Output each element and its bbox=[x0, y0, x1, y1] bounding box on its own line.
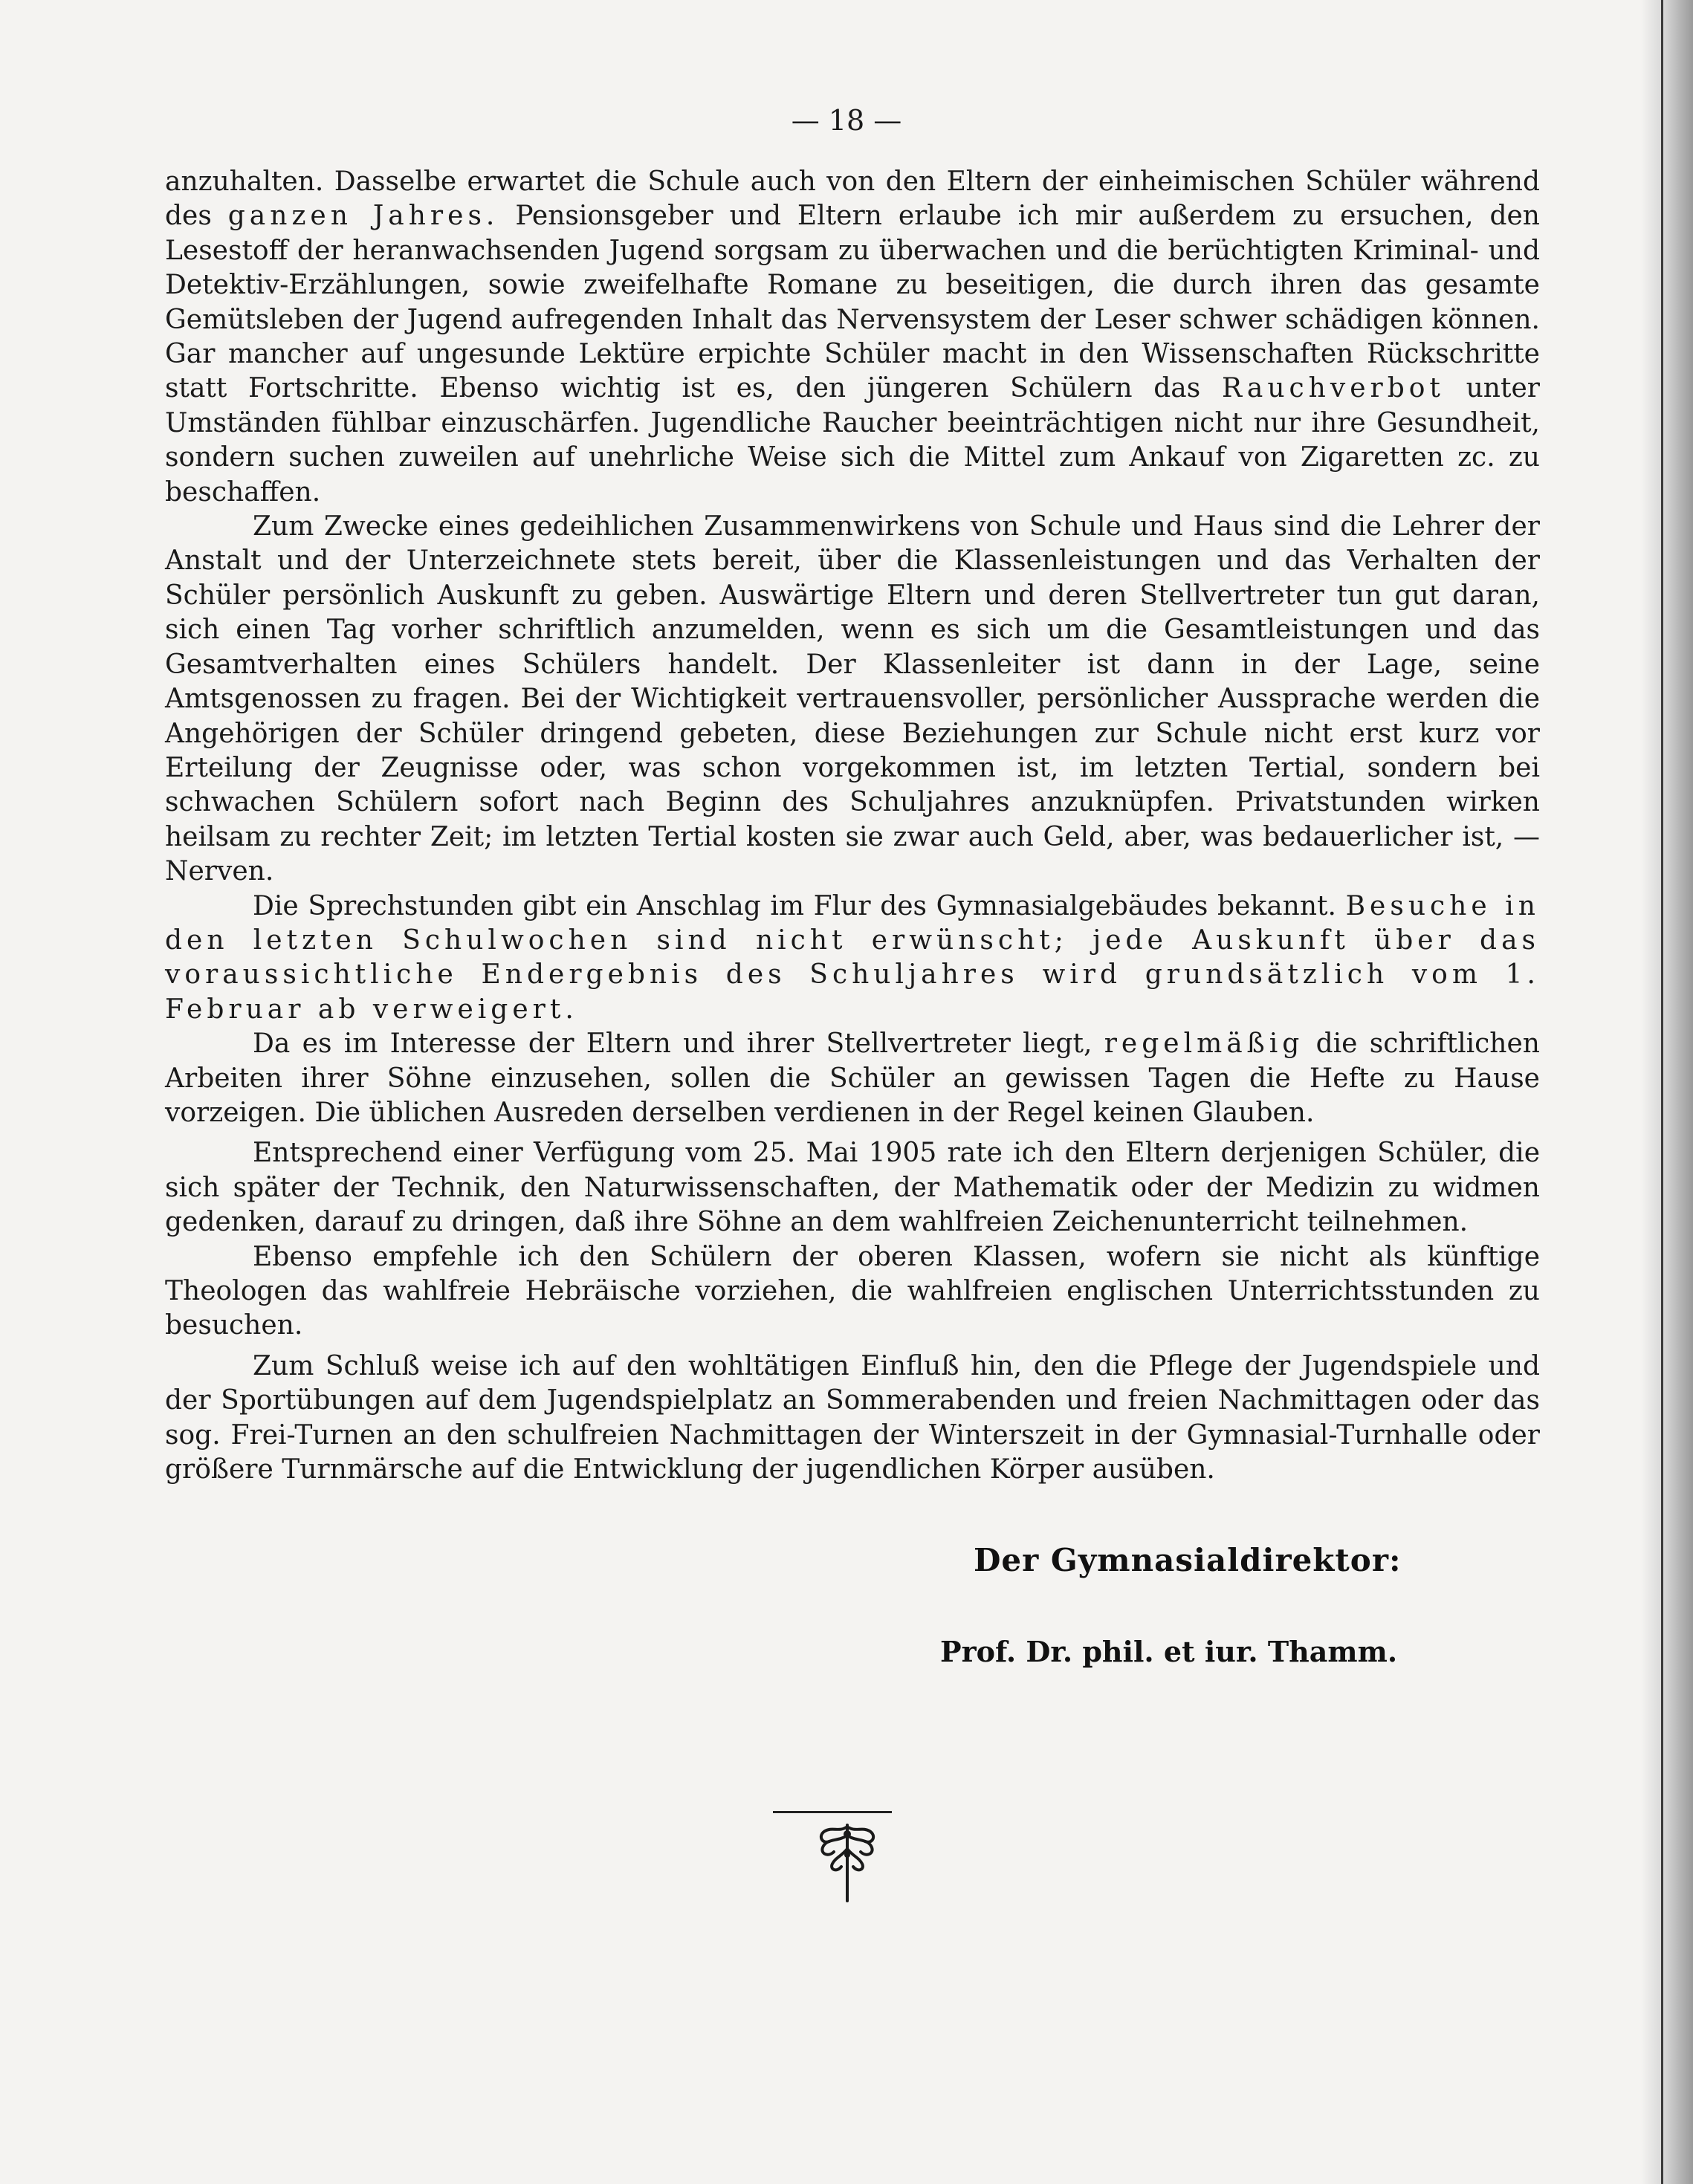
emphasis-besuche: Besuche in den letzten Schulwochen sind nicht erwünscht; jede Auskunft über das voraussichtliche Endergebnis des Schuljahres wird grundsätzlich vom 1. Februar ab verweigert. bbox=[165, 890, 1540, 1025]
paragraph-1-text: anzuhalten. Dasselbe erwartet die Schule auch von den Eltern der einheimischen Schüler während des bbox=[165, 166, 1540, 232]
paragraph-1-continued: Pensionsgeber und Eltern erlaube ich mir außerdem zu ersuchen, den Lesestoff der heranwachsenden Jugend sorgsam zu überwachen und die berüchtigten Kriminal- und Detektiv-Erzählungen, sowie zweifelhafte Romane zu beseitigen, die durch ihren das gesamte Gemütsleben der Jugend aufregenden Inhalt das Nervensystem der Leser schwer schädigen können. Gar mancher auf ungesunde Lektüre erpichte Schüler macht in den Wissenschaften Rückschritte statt Fortschritte. Ebenso wichtig ist es, den jüngeren Schülern das bbox=[165, 201, 1540, 404]
fleuron-ornament-icon bbox=[803, 1819, 892, 1908]
closing-rule bbox=[773, 1811, 892, 1813]
paragraph-4-end: die schriftlichen Arbeiten ihrer Söhne einzusehen, sollen die Schüler an gewissen Tagen die Hefte zu Hause vorzeigen. Die üblichen Ausreden derselben verdienen in der Regel keinen Glauben. bbox=[165, 1028, 1540, 1128]
paragraph-7: Zum Schluß weise ich auf den wohltätigen Einfluß hin, den die Pflege der Jugendspiele und der Sportübungen auf dem Jugendspielplatz an Sommerabenden und freien Nachmittagen oder das sog. Frei-Turnen an den schulfreien Nachmittagen der Winterszeit in der Gymnasial-Turnhalle oder größere Turnmärsche auf die Entwicklung der jugendlichen Körper ausüben. bbox=[165, 1350, 1540, 1485]
emphasis-rauchverbot: Rauchverbot bbox=[1221, 373, 1445, 404]
signature-title: Der Gymnasialdirektor: bbox=[974, 1542, 1402, 1578]
paragraph-3 bbox=[165, 890, 1540, 1028]
page-gutter-shadow bbox=[1641, 0, 1693, 2184]
paragraph-5: Entsprechend einer Verfügung vom 25. Mai 1905 rate ich den Eltern derjenigen Schüler, die sich später der Technik, den Naturwissenschaften, der Mathematik oder der Medizin zu widmen gedenken, darauf zu dringen, daß ihre Söhne an dem wahlfreien Zeichenunterricht teilnehmen. bbox=[165, 1138, 1540, 1238]
page-edge-line bbox=[1661, 0, 1663, 2184]
body-text bbox=[165, 165, 1540, 1487]
paragraph-6: Ebenso empfehle ich den Schülern der oberen Klassen, wofern sie nicht als künftige Theologen das wahlfreie Hebräische vorziehen, die wahlfreien englischen Unterrichtsstunden zu besuchen. bbox=[165, 1241, 1540, 1341]
signature-name: Prof. Dr. phil. et iur. Thamm. bbox=[940, 1635, 1398, 1668]
page-number: — 18 — bbox=[791, 104, 902, 137]
paragraph-3-text: Die Sprechstunden gibt ein Anschlag im Flur des Gymnasialgebäudes bekannt. bbox=[253, 890, 1336, 921]
emphasis-ganzen-jahres: ganzen Jahres. bbox=[227, 201, 499, 232]
paragraph-1-end: unter Umständen fühlbar einzuschärfen. Jugendliche Raucher beeinträchtigen nicht nur ihre Gesundheit, sondern suchen zuweilen auf unehrliche Weise sich die Mittel zum Ankauf von Zigaretten zc. zu beschaffen. bbox=[165, 373, 1540, 508]
paragraph-4-text: Da es im Interesse der Eltern und ihrer Stellvertreter liegt, bbox=[253, 1028, 1092, 1060]
paragraph-1 bbox=[165, 165, 1540, 510]
paragraph-4 bbox=[165, 1027, 1540, 1130]
emphasis-regelmaessig: regelmäßig bbox=[1104, 1028, 1304, 1060]
paragraph-2: Zum Zwecke eines gedeihlichen Zusammenwirkens von Schule und Haus sind die Lehrer der Anstalt und der Unterzeichnete stets bereit, über die Klassenleistungen und das Verhalten der Schüler persönlich Auskunft zu geben. Auswärtige Eltern und deren Stellvertreter tun gut daran, sich einen Tag vorher schriftlich anzumelden, wenn es sich um die Gesamtleistungen und das Gesamtverhalten eines Schülers handelt. Der Klassenleiter ist dann in der Lage, seine Amtsgenossen zu fragen. Bei der Wichtigkeit vertrauensvoller, persönlicher Aussprache werden die Angehörigen der Schüler dringend gebeten, diese Beziehungen zur Schule nicht erst kurz vor Erteilung der Zeugnisse oder, was schon vorgekommen ist, im letzten Tertial, sondern bei schwachen Schülern sofort nach Beginn des Schuljahres anzuknüpfen. Privatstunden wirken heilsam zu rechter Zeit; im letzten Tertial kosten sie zwar auch Geld, aber, was bedauerlicher ist, — Nerven. bbox=[165, 511, 1540, 887]
